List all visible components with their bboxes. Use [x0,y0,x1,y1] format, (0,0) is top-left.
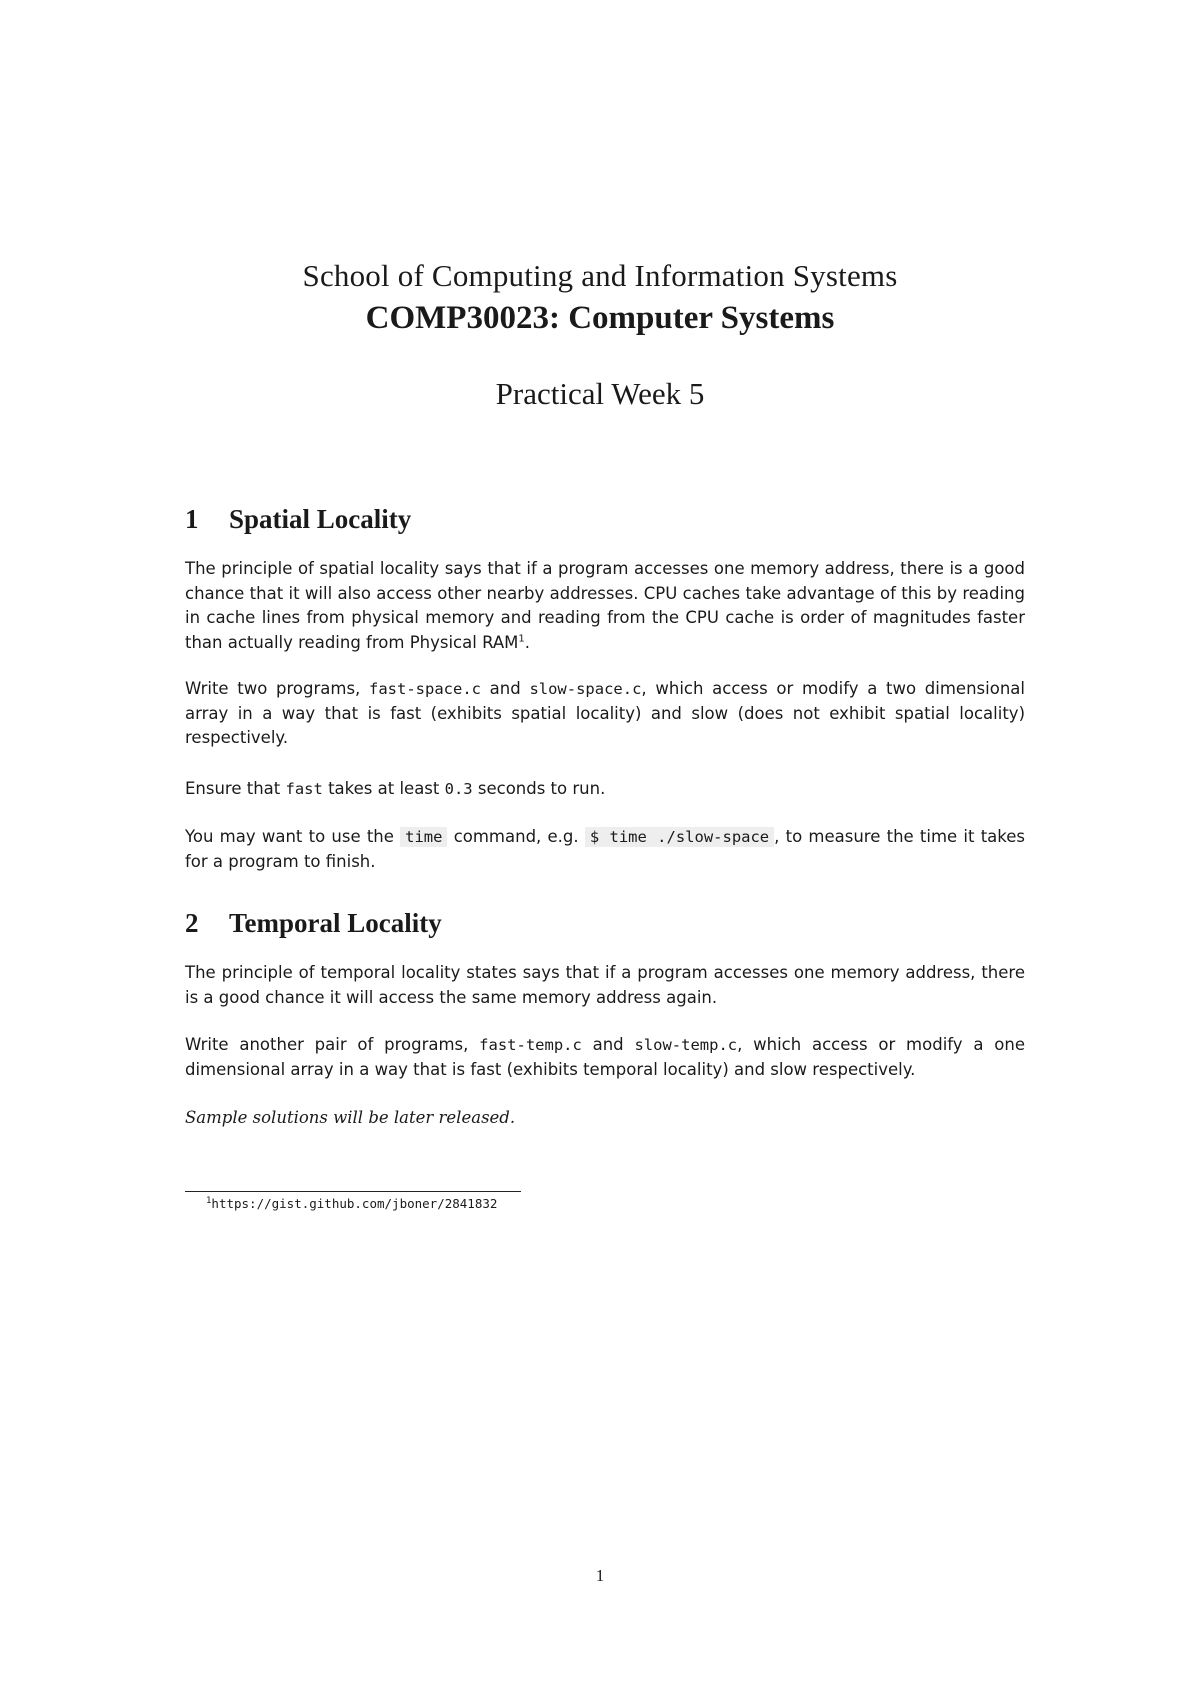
footnote-number: 1 [206,1195,212,1206]
filename-slow-space: slow-space.c [529,680,642,698]
section-2-paragraph-2 [185,1033,1025,1082]
section-1-paragraph-3 [185,777,1025,802]
paragraph-text: , to measure the time it takes for a program to finish. [185,827,1025,871]
paragraph-text: , which access or modify a two dimensional array in a way that is fast (exhibits spatial locality) and slow (does not exhibit spatial locality) respectively. [185,679,1025,747]
filename-fast-temp: fast-temp.c [479,1036,582,1054]
footnote-marker[interactable]: 1 [518,633,525,644]
paragraph-text: , which access or modify a one dimensional array in a way that is fast (exhibits temporal locality) and slow respectively. [185,1035,1025,1079]
course-title: COMP30023: Computer Systems [365,300,835,336]
section-1-heading [185,504,411,535]
code-time-command: $ time ./slow-space [585,827,774,847]
section-1-paragraph-1 [185,557,1025,655]
paragraph-text: and [581,1035,635,1054]
section-2-title: Temporal Locality [229,908,442,938]
paragraph-text: You may want to use the [185,827,401,846]
paragraph-text: takes at least [322,779,445,798]
paragraph-text: command, e.g. [447,827,585,846]
paragraph-end: . [524,632,531,652]
section-1-paragraph-2 [185,677,1025,751]
section-1-title: Spatial Locality [229,504,412,534]
code-duration: 0.3 [444,780,473,798]
school-name: School of Computing and Information Systems [302,258,898,293]
paragraph-text: seconds to run. [472,779,606,798]
filename-fast-space: fast-space.c [369,680,481,698]
code-time: time [400,827,447,847]
footnote [206,1196,497,1211]
section-1-paragraph-4 [185,825,1025,874]
page-number: 1 [595,1566,605,1585]
paragraph-text: The principle of spatial locality says that if a program accesses one memory address, there is a good chance that it will also access other nearby addresses. CPU caches take advantage of this by reading in cache lines from physical memory and reading from the CPU cache is order of magnitudes faster than actually reading from Physical RAM [185,559,1025,652]
footnote-url[interactable]: https://gist.github.com/jboner/2841832 [211,1196,498,1211]
sample-solutions-note: Sample solutions will be later released. [185,1108,516,1127]
filename-slow-temp: slow-temp.c [634,1036,738,1054]
paragraph-text: The principle of temporal locality states says that if a program accesses one memory address, there is a good chance it will access the same memory address again. [185,963,1025,1007]
practical-title: Practical Week 5 [495,376,705,411]
paragraph-text: Write two programs, [185,679,369,698]
paragraph-text: and [480,679,530,698]
section-1-number: 1 [185,504,199,534]
code-fast: fast [285,780,323,798]
section-2-heading [185,908,442,939]
paragraph-text: Ensure that [185,779,286,798]
footnote-divider [185,1191,521,1192]
section-2-number: 2 [185,908,199,938]
section-2-paragraph-1 [185,961,1025,1010]
paragraph-text: Write another pair of programs, [185,1035,480,1054]
